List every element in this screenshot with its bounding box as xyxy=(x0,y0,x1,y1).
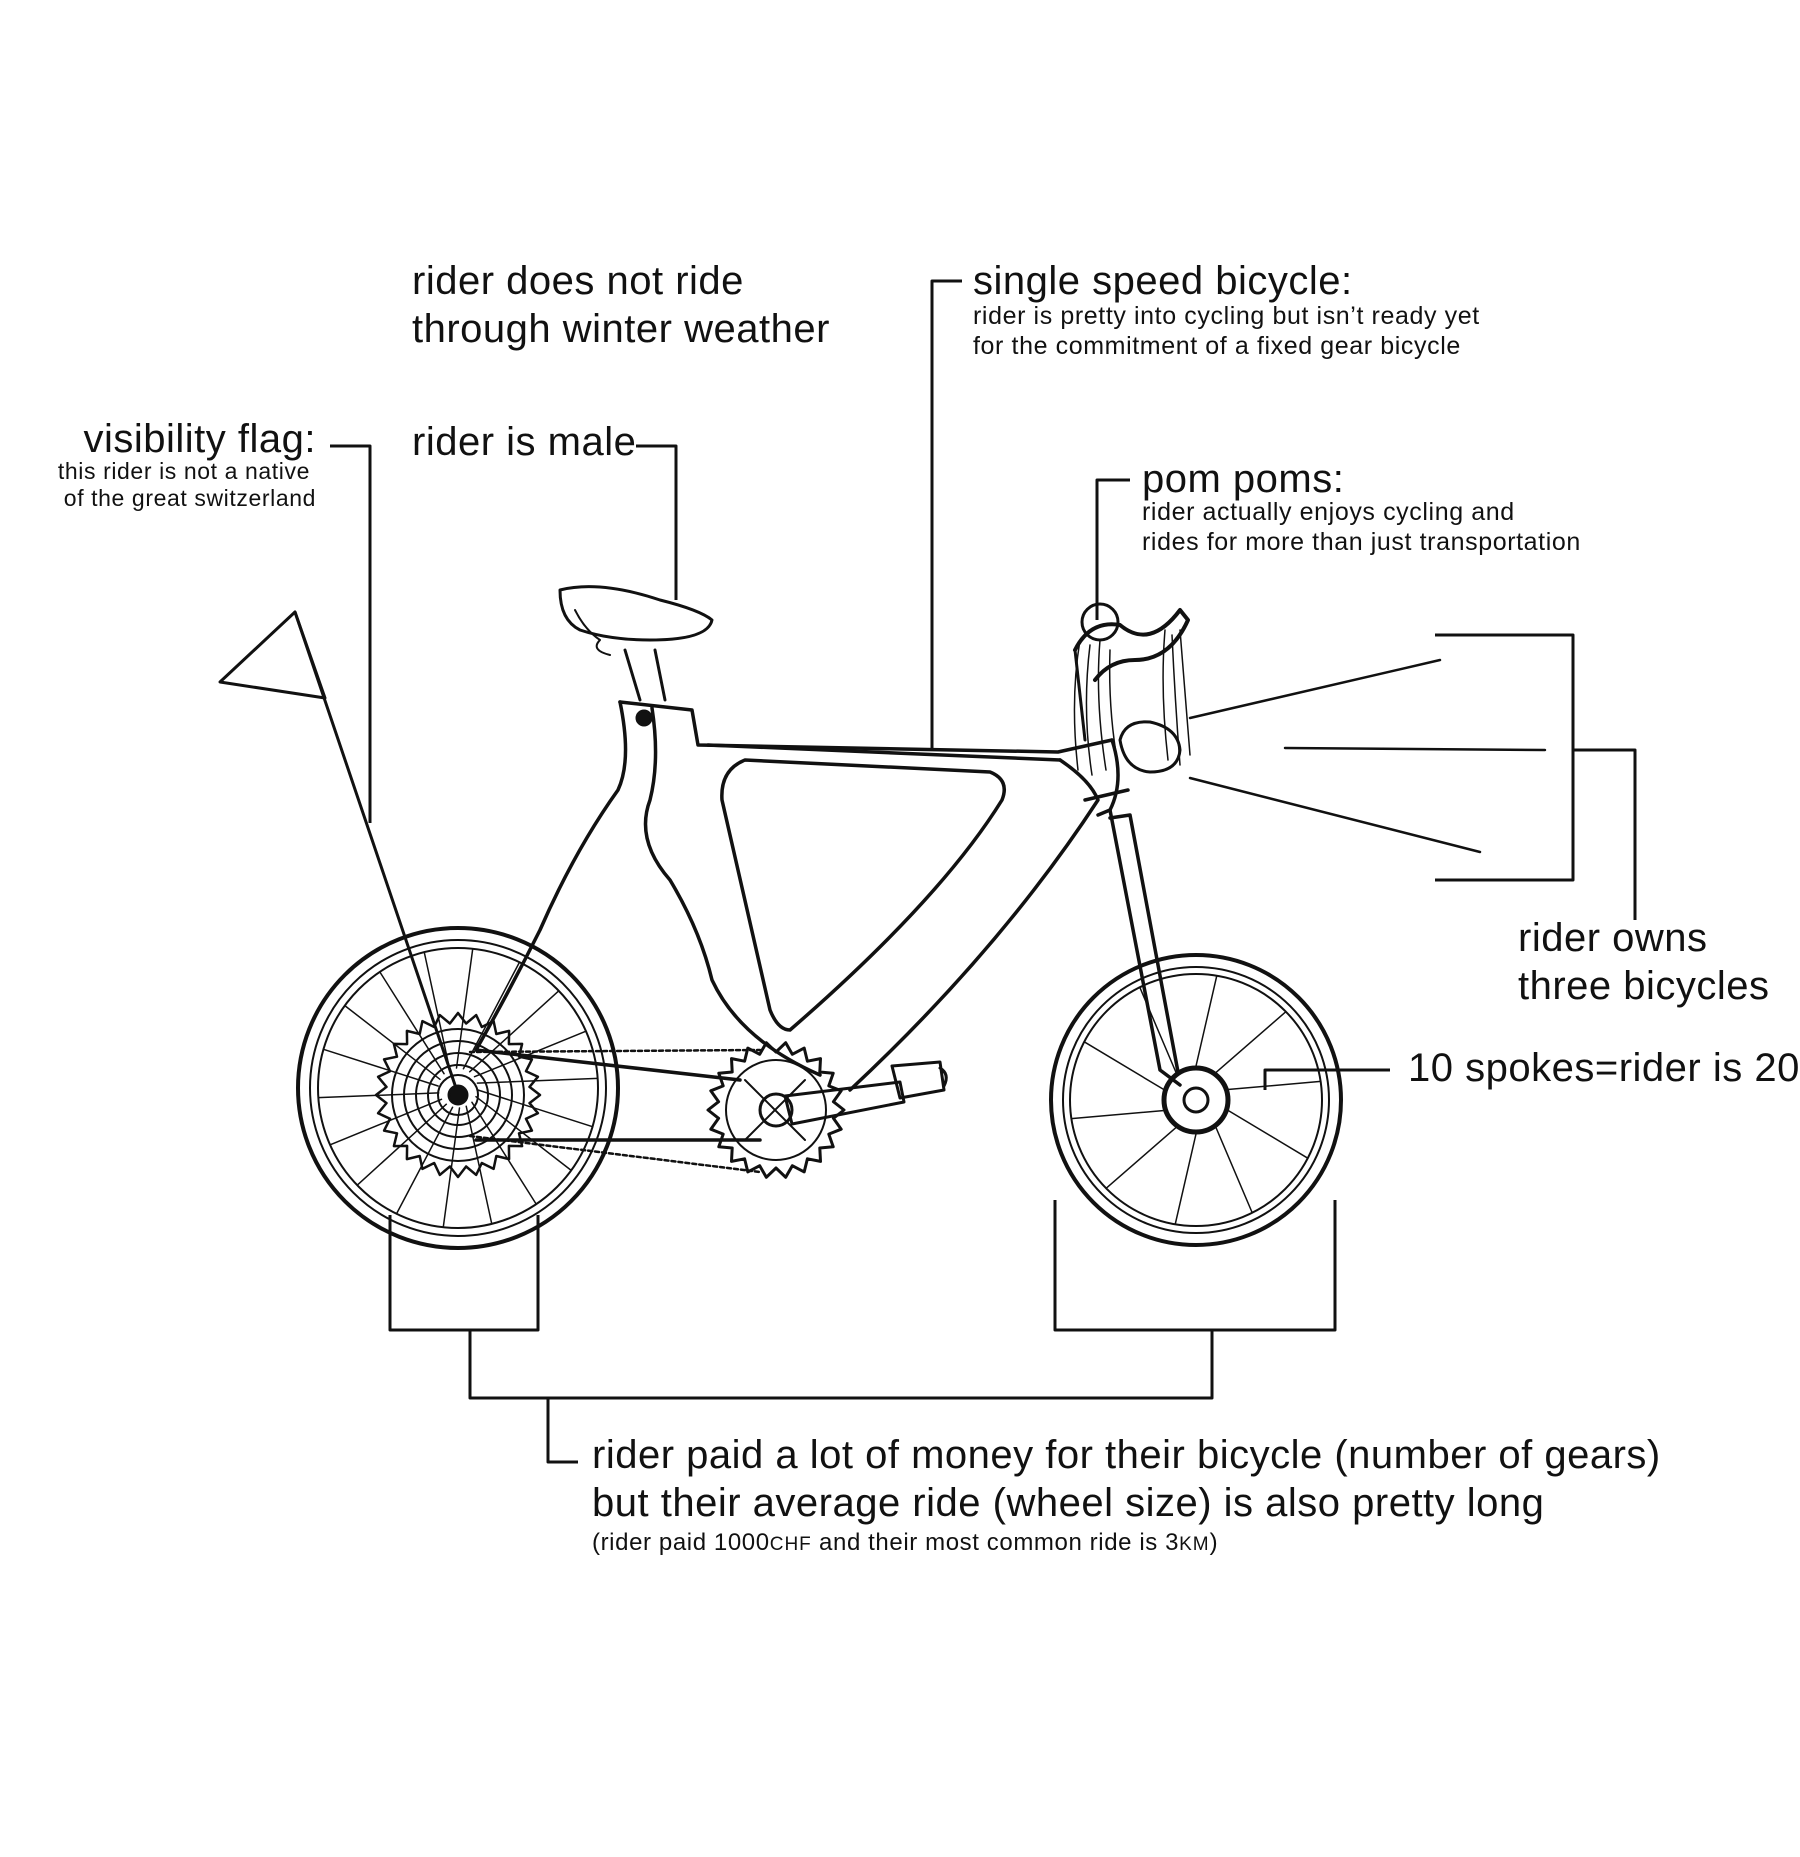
front-wheel xyxy=(1051,955,1341,1245)
spoke xyxy=(1215,1126,1252,1213)
pom-poms-title: pom poms: xyxy=(1142,457,1345,501)
spokes-label: 10 spokes=rider is 20 xyxy=(1408,1046,1800,1090)
money-note-c: ) xyxy=(1209,1529,1219,1556)
spoke xyxy=(1214,1012,1285,1074)
money-line2: but their average ride (wheel size) is also pretty long xyxy=(592,1481,1545,1525)
bike-frame xyxy=(476,702,1180,1140)
visibility-flag-line2: of the great switzerland xyxy=(63,485,316,511)
money-line1: rider paid a lot of money for their bicycle (number of gears) xyxy=(592,1433,1661,1477)
front-light xyxy=(1120,660,1545,852)
spoke xyxy=(1106,1126,1177,1188)
handlebar xyxy=(1075,604,1188,740)
owns-line1: rider owns xyxy=(1518,916,1708,960)
spoke xyxy=(1071,1110,1165,1118)
spoke xyxy=(1226,1081,1320,1089)
pom-poms xyxy=(1074,630,1190,775)
pedal xyxy=(892,1062,946,1098)
front-wheel-spokes xyxy=(1071,976,1320,1225)
spoke xyxy=(1175,1132,1196,1224)
money-note-b: and their most common ride is 3 xyxy=(811,1529,1180,1556)
crank-arm xyxy=(785,1082,904,1124)
male-label: rider is male xyxy=(412,420,637,464)
visibility-flag xyxy=(220,612,455,1085)
chainring xyxy=(708,1043,844,1178)
pom-poms-line2: rides for more than just transportation xyxy=(1142,528,1581,556)
winter-line2: through winter weather xyxy=(412,307,830,351)
single-speed-line2: for the commitment of a fixed gear bicycle xyxy=(973,332,1461,360)
money-note-unit2: KM xyxy=(1179,1534,1210,1555)
spoke xyxy=(424,952,450,1070)
money-note-a: (rider paid 1000 xyxy=(592,1529,770,1556)
spoke xyxy=(1084,1042,1165,1091)
owns-line2: three bicycles xyxy=(1518,964,1770,1008)
winter-line1: rider does not ride xyxy=(412,259,744,303)
visibility-flag-title: visibility flag: xyxy=(83,417,316,461)
pom-poms-line1: rider actually enjoys cycling and xyxy=(1142,498,1515,526)
spoke xyxy=(1196,976,1217,1068)
single-speed-title: single speed bicycle: xyxy=(973,259,1353,303)
single-speed-line1: rider is pretty into cycling but isn’t ready yet xyxy=(973,302,1480,330)
money-note-unit1: CHF xyxy=(769,1534,812,1555)
visibility-flag-line1: this rider is not a native xyxy=(57,458,310,484)
spoke xyxy=(1227,1109,1308,1158)
spoke xyxy=(457,949,473,1068)
money-note xyxy=(592,1528,1218,1560)
